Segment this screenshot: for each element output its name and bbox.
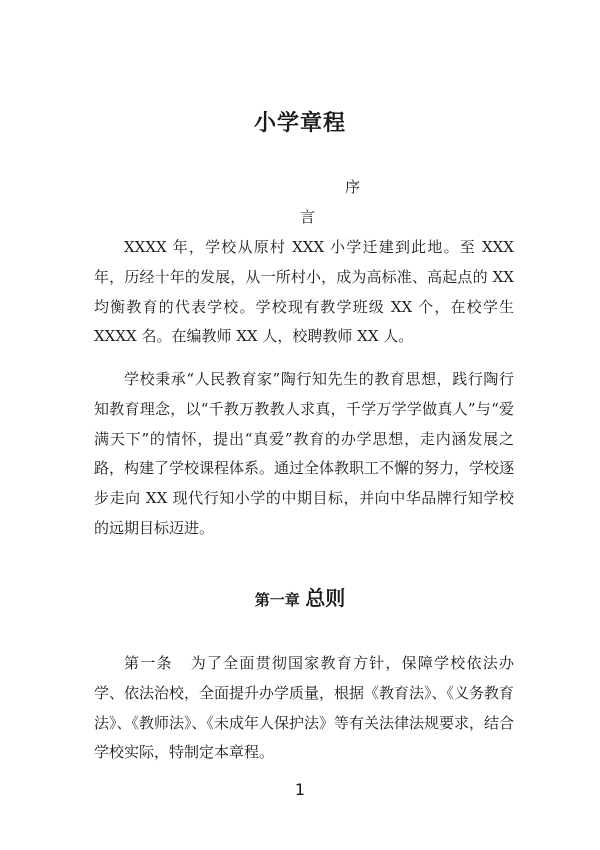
preface-paragraph-2: 学校秉承“人民教育家”陶行知先生的教育思想，践行陶行知教育理念，以“千教万教教人求真，千学万学学做真人”与“爱满天下”的情怀，提出“真爱”教育的办学思想，走内涵发展之路，构建了学校课程体系。通过全体教职工不懈的努力，学校逐步走向 XX 现代行知小学的中期目标，并向中华品牌行知学校的远期目标迈进。	[94, 370, 515, 537]
chapter-number: 第一章	[254, 591, 300, 609]
page-number: 1	[294, 780, 306, 799]
article-1-paragraph	[94, 649, 514, 768]
chapter-heading	[0, 582, 600, 611]
preface-heading-char-1: 序	[345, 178, 361, 196]
chapter-title: 总则	[305, 586, 346, 610]
preface-heading-char-2: 言	[300, 208, 316, 226]
article-label: 第一条	[124, 654, 173, 672]
article-text: 为了全面贯彻国家教育方针，保障学校依法办学、依法治校，全面提升办学质量，根据《教育法》、《义务教育法》、《教师法》、《未成年人保护法》等有关法律法规要求，结合学校实际，特制定本章程。	[94, 654, 515, 762]
preface-paragraph-1: XXXX 年，学校从原村 XXX 小学迁建到此地。至 XXX 年，历经十年的发展，从一所村小，成为高标准、高起点的 XX 均衡教育的代表学校。学校现有教学班级 XX 个，在校学生 XXXX 名。在编教师 XX 人，校聘教师 XX 人。	[94, 238, 514, 346]
document-title: 小学章程	[253, 111, 346, 136]
